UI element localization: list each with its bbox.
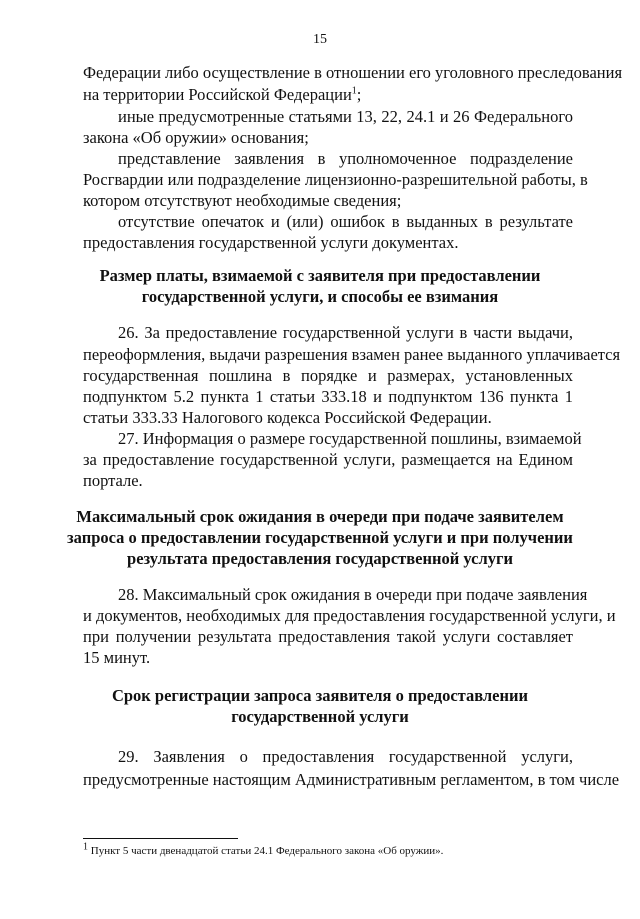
- footnote-mark: 1: [83, 841, 88, 853]
- text-line: предусмотренные настоящим Административным регламентом, в том числе: [83, 770, 620, 789]
- text-line: за предоставление государственной услуги, размещается на Едином: [83, 450, 573, 469]
- section-heading: результата предоставления государственной услуги: [127, 549, 513, 568]
- footnote-ref: 1: [351, 85, 357, 97]
- text-span: на территории Российской Федерации: [83, 85, 352, 104]
- section-heading: Максимальный срок ожидания в очереди при подаче заявителем: [76, 507, 564, 526]
- section-heading: Срок регистрации запроса заявителя о предоставлении: [111, 686, 529, 705]
- text-line: переоформления, выдачи разрешения взамен ранее выданного уплачивается: [83, 345, 621, 364]
- text-line: 29. Заявления о предоставления государственной услуги,: [118, 747, 573, 766]
- text-line: и документов, необходимых для предоставления государственной услуги, и: [83, 606, 616, 625]
- text-span: ;: [356, 85, 362, 104]
- text-line: подпунктом 5.2 пункта 1 статьи 333.18 и подпунктом 136 пункта 1: [83, 387, 573, 406]
- text-line: [83, 84, 573, 105]
- text-line: 26. За предоставление государственной услуги в части выдачи,: [118, 323, 573, 342]
- text-line: портале.: [83, 471, 143, 490]
- text-line: котором отсутствуют необходимые сведения;: [83, 191, 402, 210]
- text-line: Федерации либо осуществление в отношении его уголовного преследования: [83, 63, 623, 82]
- text-line: предоставления государственной услуги документах.: [83, 233, 459, 252]
- section-heading: государственной услуги: [231, 707, 409, 726]
- footnote-divider: [83, 838, 238, 839]
- footnote-text: Пункт 5 части двенадцатой статьи 24.1 Федерального закона «Об оружии».: [88, 845, 444, 857]
- text-line: государственная пошлина в порядке и размерах, установленных: [83, 366, 573, 385]
- text-line: отсутствие опечаток и (или) ошибок в выданных в результате: [118, 212, 573, 231]
- text-line: 27. Информация о размере государственной пошлины, взимаемой: [118, 429, 582, 448]
- text-line: Росгвардии или подразделение лицензионно-разрешительной работы, в: [83, 170, 588, 189]
- text-line: статьи 333.33 Налогового кодекса Российской Федерации.: [83, 408, 492, 427]
- text-line: закона «Об оружии» основания;: [83, 128, 309, 147]
- text-line: 28. Максимальный срок ожидания в очереди при подаче заявления: [118, 585, 588, 604]
- section-heading: государственной услуги, и способы ее взимания: [141, 287, 499, 306]
- section-heading: Размер платы, взимаемой с заявителя при предоставлении: [99, 266, 541, 285]
- text-line: иные предусмотренные статьями 13, 22, 24.1 и 26 Федерального: [118, 107, 573, 126]
- text-line: при получении результата предоставления такой услуги составляет: [83, 627, 573, 646]
- text-line: 15 минут.: [83, 648, 151, 667]
- page-number: 15: [313, 32, 327, 47]
- footnote: [83, 841, 444, 857]
- text-line: представление заявления в уполномоченное подразделение: [118, 149, 573, 168]
- section-heading: запроса о предоставлении государственной услуги и при получении: [67, 528, 573, 547]
